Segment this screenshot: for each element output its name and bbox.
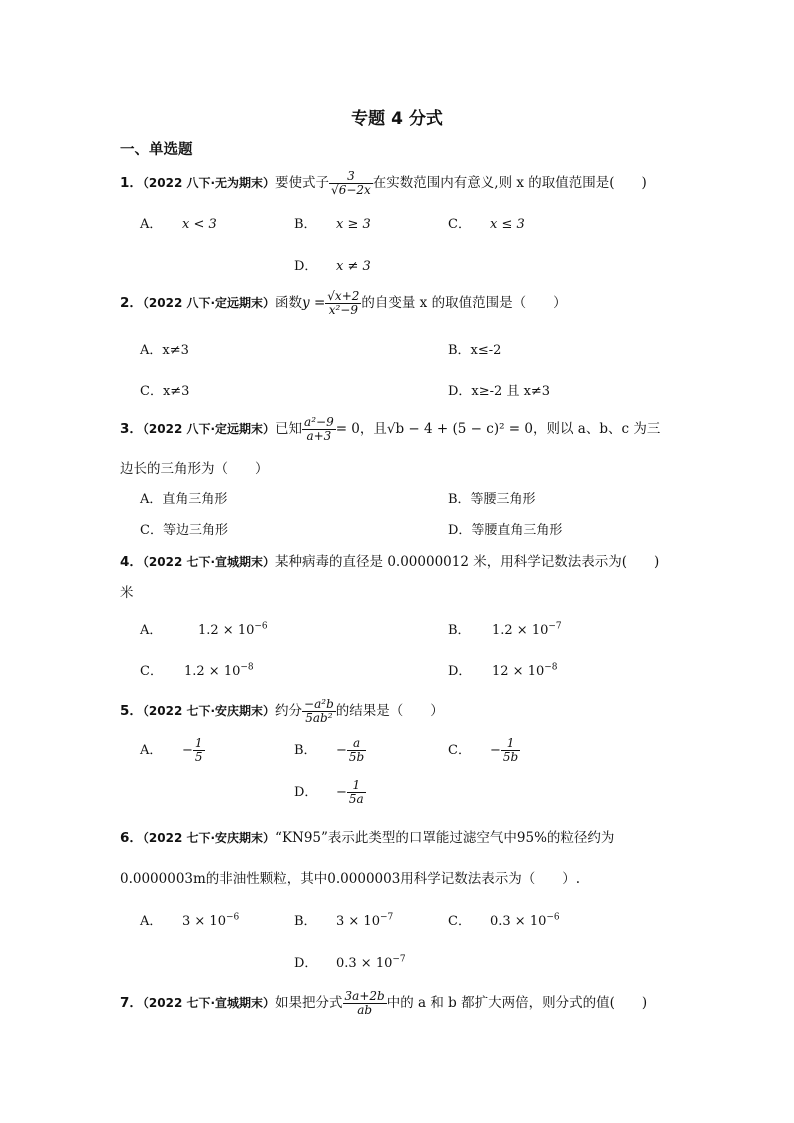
option-c[interactable]	[448, 213, 525, 232]
option-a[interactable]	[140, 910, 239, 929]
option-b[interactable]: B．x≤-2	[448, 343, 502, 358]
question-number: 1．	[120, 175, 143, 191]
option-d[interactable]: D．等腰直角三角形	[448, 523, 563, 538]
option-label: A．	[140, 743, 163, 758]
option-b[interactable]	[294, 910, 393, 929]
fraction-numerator: 1	[352, 778, 361, 792]
option-d[interactable]	[448, 660, 558, 679]
option-value: x ≤ 3	[490, 217, 525, 232]
question-text: 的结果是（ ）	[335, 703, 444, 719]
question-source: （2022 八下·定远期末）	[142, 422, 276, 436]
question-source: （2022 七下·安庆期末）	[142, 704, 276, 718]
question-text: 约分	[275, 703, 303, 719]
fraction-denominator: 5	[194, 750, 203, 764]
question-6	[120, 826, 614, 846]
question-3	[120, 416, 660, 443]
section-heading: 一、单选题	[120, 142, 193, 158]
option-fraction	[347, 737, 366, 764]
fraction-denominator: 5b	[502, 750, 519, 764]
fraction-numerator: −a²b	[304, 697, 334, 711]
option-label: B．	[448, 623, 471, 638]
fraction-denominator: ab	[343, 1003, 387, 1017]
option-b[interactable]: B．等腰三角形	[448, 492, 536, 507]
question-4	[120, 550, 659, 570]
fraction-denominator: 5ab²	[302, 711, 336, 725]
option-label: D．	[294, 259, 318, 274]
question-1	[120, 170, 647, 197]
exponent: −6	[254, 621, 268, 632]
option-c[interactable]	[140, 660, 254, 679]
fraction-numerator: 1	[506, 736, 515, 750]
option-label: D．	[294, 956, 318, 971]
option-a[interactable]: A．直角三角形	[140, 492, 228, 507]
fraction-numerator: 3a+2b	[344, 989, 385, 1003]
minus-sign: −	[336, 743, 347, 758]
option-fraction	[347, 779, 366, 806]
option-value: x ≠ 3	[336, 259, 371, 274]
option-d[interactable]	[294, 255, 371, 274]
exponent: −7	[548, 621, 562, 632]
question-text: 要使式子	[275, 175, 330, 191]
minus-sign: −	[490, 743, 501, 758]
option-fraction	[193, 737, 205, 764]
option-value: x < 3	[182, 217, 217, 232]
exponent: −6	[225, 912, 240, 923]
option-label: B．	[294, 217, 317, 232]
question-text-line2: 米	[120, 585, 134, 601]
option-d[interactable]	[294, 779, 366, 806]
question-text: 在实数范围内有意义,则 x 的取值范围是( )	[372, 175, 647, 191]
minus-sign: −	[182, 743, 193, 758]
option-fraction	[501, 737, 520, 764]
question-text: “KN95”表示此类型的口罩能过滤空气中95%的粒径约为	[275, 830, 615, 846]
question-source: （2022 八下·无为期末）	[142, 176, 276, 190]
fraction	[302, 416, 336, 443]
fraction-numerator: a	[352, 736, 361, 750]
fraction-numerator: a²−9	[304, 415, 334, 429]
fraction-denominator: 5a	[348, 792, 364, 806]
option-label: D．	[448, 664, 472, 679]
option-label: B．	[294, 743, 317, 758]
option-a[interactable]	[140, 619, 268, 638]
option-value: 1.2 × 10	[198, 623, 255, 638]
option-d[interactable]: D．x≥-2 且 x≠3	[448, 384, 551, 399]
option-label: D．	[294, 785, 318, 800]
question-source: （2022 七下·宣城期末）	[142, 996, 276, 1010]
option-label: A．	[140, 623, 163, 638]
option-value: 1.2 × 10	[492, 623, 549, 638]
question-text: 已知	[275, 421, 303, 437]
question-number: 6．	[120, 830, 143, 846]
option-c[interactable]: C．x≠3	[140, 384, 190, 399]
fraction-numerator: 3	[347, 169, 355, 183]
option-label: B．	[294, 914, 317, 929]
option-value: 3 × 10	[182, 914, 226, 929]
question-number: 3．	[120, 421, 143, 437]
option-c[interactable]	[448, 737, 520, 764]
fraction-denominator: a+3	[302, 429, 336, 443]
exponent: −6	[546, 912, 560, 923]
option-b[interactable]	[448, 619, 562, 638]
question-source: （2022 七下·安庆期末）	[142, 831, 276, 845]
option-c[interactable]	[448, 910, 560, 929]
option-a[interactable]: A．x≠3	[140, 343, 189, 358]
option-a[interactable]	[140, 737, 205, 764]
option-value: 3 × 10	[336, 914, 380, 929]
question-text-line2: 0.0000003m的非油性颗粒，其中0.0000003用科学记数法表示为（ ）.	[120, 871, 581, 887]
question-text: 如果把分式	[275, 995, 343, 1011]
question-2	[120, 290, 567, 317]
question-number: 5．	[120, 703, 143, 719]
option-value: 1.2 × 10	[184, 664, 241, 679]
option-value: 12 × 10	[492, 664, 545, 679]
option-label: C．	[140, 664, 163, 679]
exponent: −7	[379, 912, 394, 923]
question-text-line2: 边长的三角形为（ ）	[120, 461, 269, 477]
fraction-denominator: x²−9	[325, 303, 361, 317]
option-label: C．	[448, 914, 471, 929]
option-b[interactable]	[294, 213, 371, 232]
function-name: y =	[302, 295, 326, 311]
fraction-denominator: √6−2x	[331, 183, 371, 197]
question-text: 某种病毒的直径是 0.00000012 米，用科学记数法表示为( )	[275, 554, 660, 570]
document-title: 专题 4 分式	[351, 109, 443, 129]
fraction	[343, 990, 387, 1017]
option-label: A．	[140, 217, 163, 232]
question-source: （2022 八下·定远期末）	[142, 296, 276, 310]
fraction	[329, 170, 373, 197]
option-b[interactable]	[294, 737, 366, 764]
question-number: 2．	[120, 295, 143, 311]
option-value: x ≥ 3	[336, 217, 371, 232]
minus-sign: −	[336, 785, 347, 800]
question-7	[120, 990, 647, 1017]
option-a[interactable]	[140, 213, 217, 232]
question-text: = 0，且√b − 4 + (5 − c)² = 0，则以 a、b、c 为三	[335, 421, 661, 437]
fraction	[302, 698, 336, 725]
question-text: 中的 a 和 b 都扩大两倍，则分式的值( )	[386, 995, 648, 1011]
option-label: A．	[140, 914, 163, 929]
question-number: 4．	[120, 554, 143, 570]
option-value: 0.3 × 10	[490, 914, 547, 929]
option-label: C．	[448, 217, 471, 232]
exponent: −7	[392, 954, 406, 965]
exponent: −8	[240, 662, 254, 673]
exponent: −8	[544, 662, 558, 673]
option-value: 0.3 × 10	[336, 956, 393, 971]
option-c[interactable]: C．等边三角形	[140, 523, 228, 538]
question-number: 7．	[120, 995, 143, 1011]
option-label: C．	[448, 743, 471, 758]
question-text: 的自变量 x 的取值范围是（ ）	[361, 295, 567, 311]
fraction-numerator: √x+2	[327, 289, 360, 303]
question-source: （2022 七下·宣城期末）	[142, 555, 276, 569]
question-text: 函数	[275, 295, 303, 311]
question-5	[120, 698, 444, 725]
fraction-numerator: 1	[194, 736, 203, 750]
fraction-denominator: 5b	[348, 750, 365, 764]
option-d[interactable]	[294, 952, 406, 971]
fraction	[325, 290, 361, 317]
